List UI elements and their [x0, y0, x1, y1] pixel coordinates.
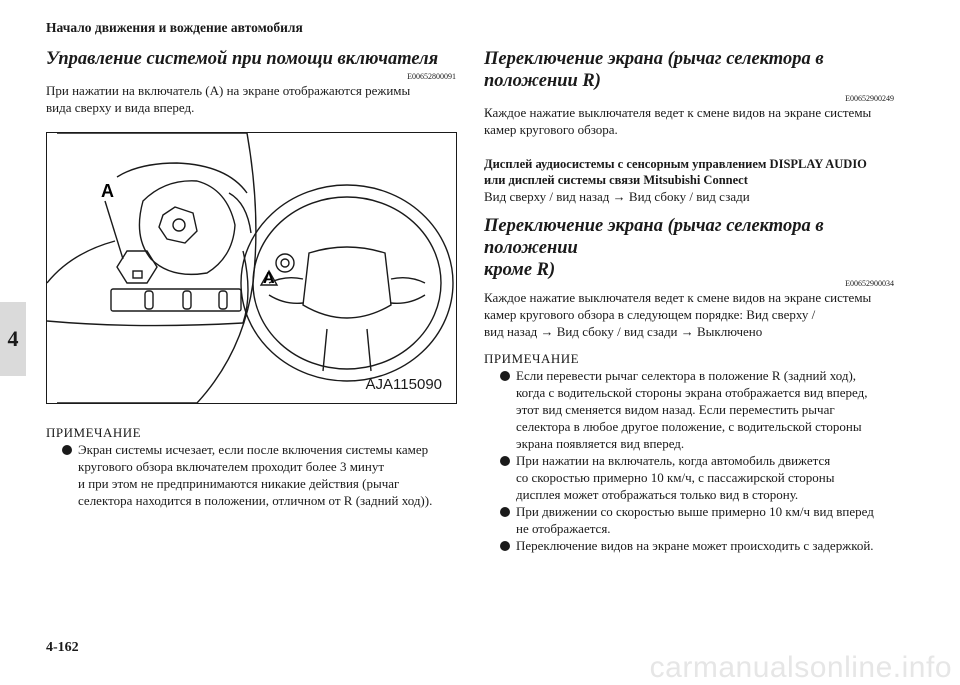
- chapter-tab: 4: [0, 302, 26, 376]
- callout-a: A: [101, 181, 114, 201]
- bullet-icon: [500, 541, 510, 551]
- section-title-screen-not-r-2: кроме R): [484, 260, 556, 280]
- display-block: [484, 156, 894, 205]
- note-item: При движении со скоростью выше примерно 10 км/ч вид вперед не отображается.: [500, 503, 894, 537]
- page-header: Начало движения и вождение автомобиля: [46, 20, 303, 35]
- section-title-screen-not-r-1: Переключение экрана (рычаг селектора в положении: [484, 216, 824, 258]
- sec2-line-3: вид назад → Вид сбоку / вид сзади → Выключено: [484, 324, 763, 339]
- note-item: При нажатии на включатель, когда автомобиль движется со скоростью примерно 10 км/ч, с пассажирской стороны дисплея может отображаться только вид в сторону.: [500, 452, 894, 503]
- bullet-icon: [500, 456, 510, 466]
- figure-label: AJA115090: [365, 376, 442, 393]
- bullet-icon: [500, 371, 510, 381]
- page-number: 4-162: [46, 640, 79, 655]
- note-item: Если перевести рычаг селектора в положение R (задний ход), когда с водительской стороны экрана отображается вид вперед, этот вид сменяется видом назад. Если переместить рычаг селектора в любое другое положение, с водительской стороны экрана появляется вид вперед.: [500, 367, 894, 452]
- steering-wheel-figure: [46, 132, 457, 404]
- sec2-line-2: камер кругового обзора в следующем порядке: Вид сверху /: [484, 307, 816, 322]
- sec1-line-2: камер кругового обзора.: [484, 122, 618, 137]
- intro-line-2: вида сверху и вида вперед.: [46, 100, 195, 115]
- left-notes: [46, 441, 456, 509]
- right-notes: [484, 367, 894, 554]
- display-line-2: или дисплей системы связи Mitsubishi Connect: [484, 173, 748, 187]
- note-title: ПРИМЕЧАНИЕ: [484, 351, 580, 366]
- right-column: [484, 48, 894, 554]
- note-title: ПРИМЕЧАНИЕ: [46, 425, 142, 440]
- section-code: E00652900034: [845, 279, 894, 288]
- watermark: carmanualsonline.info: [649, 651, 952, 684]
- bullet-icon: [62, 445, 72, 455]
- section-title-switch-control: Управление системой при помощи включателя: [46, 49, 439, 69]
- sec2-line-1: Каждое нажатие выключателя ведет к смене видов на экране системы: [484, 290, 872, 305]
- section-code: E00652900249: [845, 94, 894, 103]
- section-code: E00652800091: [407, 72, 456, 81]
- section-title-screen-r: Переключение экрана (рычаг селектора в положении R): [484, 49, 824, 91]
- display-line-1: Дисплей аудиосистемы с сенсорным управлением DISPLAY AUDIO: [484, 157, 867, 171]
- svg-text:A: A: [263, 270, 275, 287]
- bullet-icon: [500, 507, 510, 517]
- intro-line-1: При нажатии на включатель (А) на экране отображаются режимы: [46, 83, 411, 98]
- left-column: [46, 48, 456, 509]
- note-item: Переключение видов на экране может происходить с задержкой.: [500, 537, 894, 554]
- steering-wheel-illustration: [47, 133, 456, 403]
- sec1-line-1: Каждое нажатие выключателя ведет к смене видов на экране системы: [484, 105, 872, 120]
- display-line-3: Вид сверху / вид назад → Вид сбоку / вид сзади: [484, 189, 750, 204]
- note-item: Экран системы исчезает, если после включения системы камер кругового обзора включателем проходит более 3 минут и при этом не предпринимаются никакие действия (рычаг селектора находится в положении, отличном от R (задний ход)).: [62, 441, 456, 509]
